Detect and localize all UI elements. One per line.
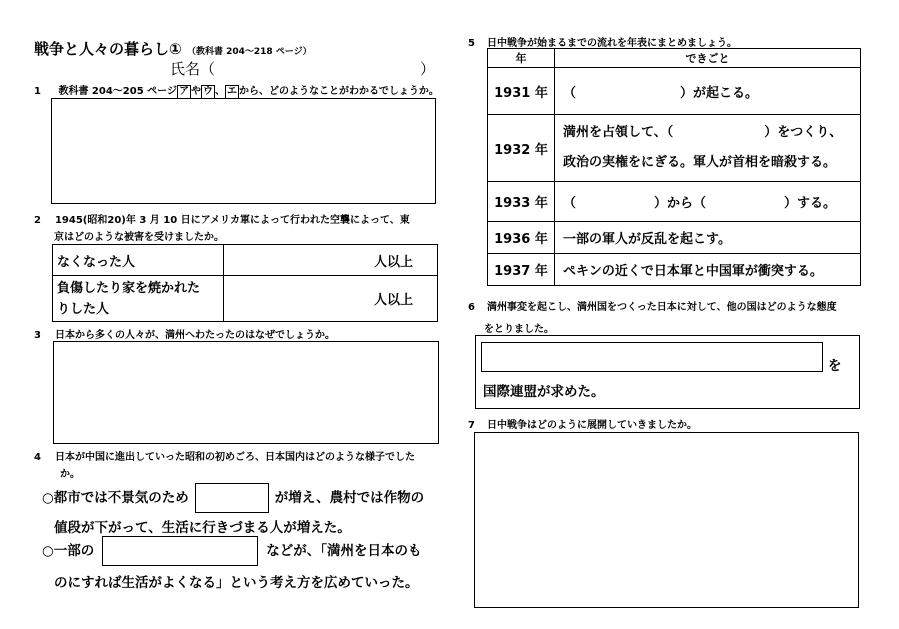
table-row — [53, 276, 438, 322]
event-cell[interactable]: 満州を占領して、（ ）をつくり、 政治の実権をにぎる。軍人が首相を暗殺する。 — [555, 115, 861, 182]
q6-wo: を — [828, 358, 842, 374]
page-title: 戦争と人々の暮らし① （教科書 204〜218 ページ） — [34, 40, 312, 58]
q6-blank[interactable] — [481, 342, 823, 372]
timeline-table — [487, 48, 861, 286]
q6-answer-frame — [475, 335, 860, 409]
timeline-row — [488, 182, 861, 222]
q1-answer-box[interactable] — [51, 98, 436, 204]
event-cell[interactable]: （ ）から（ ）する。 — [555, 182, 861, 222]
table-header — [488, 49, 861, 68]
year-cell: 1933 年 — [488, 182, 555, 222]
q4-sentence-1: ○都市では不景気のため が増え、農村では作物の 値段が下がって、生活に行きづまる人が増えた。 — [42, 483, 442, 541]
answer-cell[interactable]: 人以上 — [224, 276, 438, 322]
row-label: 負傷したり家を焼かれた りした人 — [53, 276, 224, 322]
row-label: なくなった人 — [53, 245, 224, 276]
answer-cell[interactable]: 人以上 — [224, 245, 438, 276]
damage-table — [52, 244, 438, 322]
question-2: 2 1945(昭和20)年 3 月 10 日にアメリカ軍によって行われた空襲によって、東 京はどのような被害を受けましたか。 — [34, 215, 410, 243]
event-cell: 一部の軍人が反乱を起こす。 — [555, 222, 861, 254]
question-1: 1 教科書 204〜205 ページ ア や ウ 、 エ から、どのようなことがわかるでしょうか。 — [34, 86, 439, 97]
timeline-row — [488, 254, 861, 286]
event-cell[interactable]: （ ）が起こる。 — [555, 68, 861, 115]
q3-answer-box[interactable] — [53, 341, 439, 444]
q4-blank-1[interactable] — [195, 483, 269, 513]
q4-sentence-2: ○一部の などが、「満州を日本のも のにすれば生活がよくなる」という考え方を広めていった。 — [42, 536, 462, 596]
question-7: 7 日中戦争はどのように展開していきましたか。 — [468, 420, 697, 431]
q4-blank-2[interactable] — [102, 536, 258, 566]
year-cell: 1931 年 — [488, 68, 555, 115]
event-cell: ペキンの近くで日本軍と中国軍が衝突する。 — [555, 254, 861, 286]
photo-label-e: エ — [226, 86, 237, 97]
photo-label-a: ア — [178, 86, 189, 97]
year-cell: 1937 年 — [488, 254, 555, 286]
question-6: 6 満州事変を起こし、満州国をつくった日本に対して、他の国はどのような態度 をとりました。 — [468, 302, 837, 335]
photo-label-u: ウ — [202, 86, 213, 97]
table-row — [53, 245, 438, 276]
question-4: 4 日本が中国に進出していった昭和の初めごろ、日本国内はどのような様子でした か。 — [34, 452, 415, 480]
name-field[interactable]: 氏名（ ） — [170, 60, 435, 78]
q6-answer-tail: 国際連盟が求めた。 — [483, 384, 605, 400]
timeline-row — [488, 115, 861, 182]
year-cell: 1932 年 — [488, 115, 555, 182]
timeline-row — [488, 68, 861, 115]
column-event: できごと — [555, 49, 861, 68]
question-3: 3 日本から多くの人々が、満州へわたったのはなぜでしょうか。 — [34, 330, 335, 341]
column-year: 年 — [488, 49, 555, 68]
question-5: 5 日中戦争が始まるまでの流れを年表にまとめましょう。 — [468, 38, 737, 49]
timeline-row — [488, 222, 861, 254]
textbook-reference: （教科書 204〜218 ページ） — [186, 47, 312, 57]
q7-answer-box[interactable] — [474, 432, 859, 608]
year-cell: 1936 年 — [488, 222, 555, 254]
